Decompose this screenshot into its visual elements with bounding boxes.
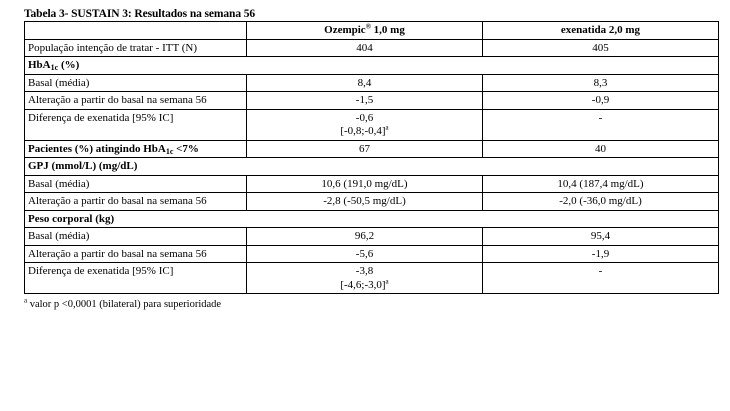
gpj-change-exenatide: -2,0 (-36,0 mg/dL) [483,193,719,211]
patients-ozempic: 67 [247,140,483,158]
itt-ozempic: 404 [247,39,483,57]
weight-section-label: Peso corporal (kg) [25,210,719,228]
hba1c-section-row [25,57,719,75]
hba1c-change-label: Alteração a partir do basal na semana 56 [25,92,247,110]
table-row [25,228,719,246]
weight-change-label: Alteração a partir do basal na semana 56 [25,245,247,263]
patients-label: Pacientes (%) atingindo HbA1c <7% [25,140,247,158]
gpj-basal-label: Basal (média) [25,175,247,193]
itt-label: População intenção de tratar - ITT (N) [25,39,247,57]
weight-diff-ozempic: -3,8 [-4,6;-3,0]$^a$ [247,263,483,294]
weight-basal-label: Basal (média) [25,228,247,246]
hba1c-diff-label: Diferença de exenatida [95% IC] [25,109,247,140]
weight-change-exenatide: -1,9 [483,245,719,263]
gpj-change-label: Alteração a partir do basal na semana 56 [25,193,247,211]
hba1c-change-exenatide: -0,9 [483,92,719,110]
table-row [25,193,719,211]
weight-section-row [25,210,719,228]
gpj-section-label: GPJ (mmol/L) (mg/dL) [25,158,719,176]
gpj-section-row [25,158,719,176]
header-ozempic: Ozempic® 1,0 mg [247,22,483,40]
table-row [25,245,719,263]
gpj-basal-exenatide: 10,4 (187,4 mg/dL) [483,175,719,193]
weight-basal-ozempic: 96,2 [247,228,483,246]
table-title: Tabela 3- SUSTAIN 3: Resultados na semana 56 [24,8,256,20]
table-row [25,74,719,92]
hba1c-section-label: HbA1c (%) [25,57,719,75]
table-row [25,263,719,294]
results-table [24,21,719,294]
header-empty-cell [25,22,247,40]
table-row [25,175,719,193]
table-row [25,109,719,140]
results-table-container [24,7,718,311]
weight-change-ozempic: -5,6 [247,245,483,263]
weight-diff-exenatide: - [483,263,719,294]
table-header-row [25,22,719,40]
patients-exenatide: 40 [483,140,719,158]
weight-diff-label: Diferença de exenatida [95% IC] [25,263,247,294]
hba1c-diff-ozempic: -0,6 [-0,8;-0,4]$^a$ [247,109,483,140]
weight-basal-exenatide: 95,4 [483,228,719,246]
table-footnote: $^a$ valor p <0,0001 (bilateral) para superioridade [24,296,222,310]
itt-exenatide: 405 [483,39,719,57]
gpj-change-ozempic: -2,8 (-50,5 mg/dL) [247,193,483,211]
hba1c-basal-exenatide: 8,3 [483,74,719,92]
hba1c-basal-label: Basal (média) [25,74,247,92]
table-row [25,140,719,158]
header-exenatide: exenatida 2,0 mg [483,22,719,40]
table-row [25,39,719,57]
hba1c-basal-ozempic: 8,4 [247,74,483,92]
hba1c-change-ozempic: -1,5 [247,92,483,110]
hba1c-diff-exenatide: - [483,109,719,140]
table-row [25,92,719,110]
gpj-basal-ozempic: 10,6 (191,0 mg/dL) [247,175,483,193]
